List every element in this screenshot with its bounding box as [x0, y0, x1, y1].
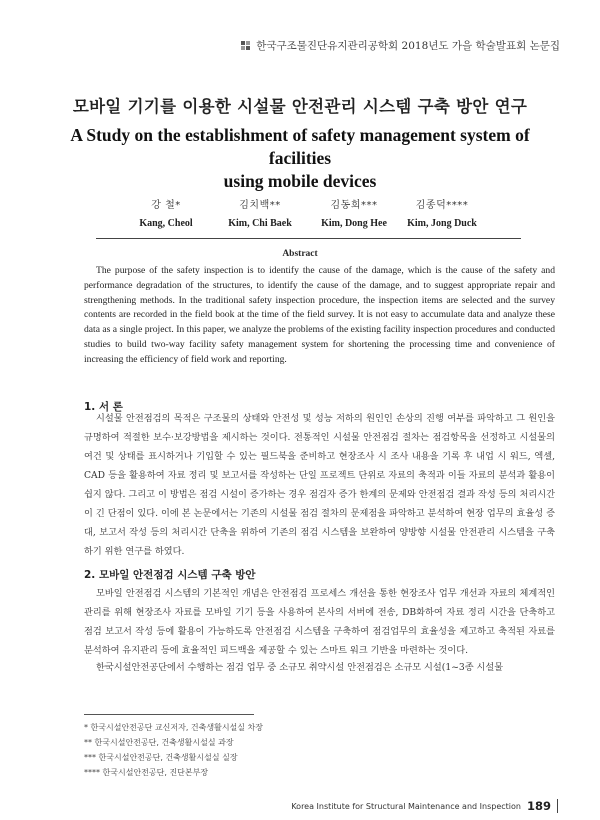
footnote: ** 한국시설안전공단, 건축생활시설실 과장	[84, 738, 234, 747]
author	[130, 197, 202, 233]
author-name-en: Kim, Chi Baek	[228, 218, 292, 229]
footnote: **** 한국시설안전공단, 진단본부장	[84, 768, 209, 777]
abstract-text: The purpose of the safety inspection is to identify the cause of the damage, which is the cause of the safety and performance degradation of the structures, to identify the cause of the damage, and to suggest appropriate repair and strengthening methods. In the traditional safety inspection procedure, the inspection items are selected and the survey contents are recorded in the field book at the time of the field survey. It is not easy to accumulate data and analyze these data as a single project. In this paper, we analyze the problems of the existing facility inspection procedures and conducted studies to build two-way facility safety management system for shortening the processing time and convenience of increasing the efficiency of field work and reporting.	[84, 265, 555, 365]
author-name-en: Kim, Dong Hee	[321, 218, 387, 229]
mobile-system-paragraph-2: 한국시설안전공단에서 수행하는 점검 업무 중 소규모 취약시설 안전점검은 소규모 시설(1~3종 시설물	[96, 662, 504, 673]
author-name-ko: 김종덕****	[415, 200, 469, 211]
introduction-paragraph: 시설물 안전점검의 목적은 구조물의 상태와 안전성 및 성능 저하의 원인인 손상의 진행 여부를 파악하고 그 원인을 규명하여 적절한 보수·보강방법을 제시하는 것이다. 전통적인 시설물 안전점검 절차는 점검항목을 선정하고 시설물의 여건 및 상태를 표시하거나 기입할 수 있는 필드북을 준비하고 현장조사 시 조사 내용을 기록 후 내업 시 워드, 엑셀, CAD 등을 활용하여 자료 정리 및 보고서를 작성하는 단일 프로젝트 단위로 자료의 축적과 이들 자료의 분석과 활용이 쉽지 않다. 그리고 이 방법은 점검 시설이 증가하는 경우 점검자 증가 한계의 문제와 안전점검 결과 작성 등의 처리시간이 긴 단점이 있다. 이에 본 논문에서는 기존의 시설물 점검 절차의 문제점을 파악하고 분석하여 현장 업무의 효율성 증대, 보고서 작성 등의 처리시간 단축을 위하여 기존의 점검 시스템을 보완하여 양방향 시설물 안전관리 시스템을 구축하기 위한 연구를 하였다.	[84, 413, 555, 557]
page-footer	[291, 799, 558, 813]
footnotes	[84, 720, 384, 780]
footnote: *** 한국시설안전공단, 건축생활시설실 실장	[84, 753, 238, 762]
author-name-ko: 강 철*	[151, 200, 181, 211]
title-english-line2: using mobile devices	[223, 171, 377, 191]
title-english-line1: A Study on the establishment of safety management system of facilities	[70, 125, 530, 168]
author	[218, 197, 302, 233]
title-english	[60, 124, 540, 193]
author-name-en: Kim, Jong Duck	[407, 218, 477, 229]
section-heading-mobile-system: 2. 모바일 안전점검 시스템 구축 방안	[84, 569, 256, 581]
author-name-en: Kang, Cheol	[139, 218, 193, 229]
title-korean: 모바일 기기를 이용한 시설물 안전관리 시스템 구축 방안 연구	[72, 97, 528, 116]
footnote-rule	[84, 714, 254, 715]
running-header	[240, 38, 560, 53]
footnote: * 한국시설안전공단 교신저자, 건축생활시설실 차장	[84, 723, 264, 732]
section-heading-introduction: 1. 서 론	[84, 401, 123, 413]
document-icon	[240, 40, 252, 52]
title-divider	[96, 238, 521, 239]
author	[398, 197, 486, 233]
header-text: 한국구조물진단유지관리공학회 2018년도 가을 학술발표회 논문집	[256, 40, 560, 52]
author-name-ko: 김치백**	[239, 200, 281, 211]
author-name-ko: 김동희***	[330, 200, 378, 211]
abstract-heading: Abstract	[282, 249, 318, 259]
page-number: 189	[526, 799, 551, 813]
mobile-system-paragraph-1: 모바일 안전점검 시스템의 기본적인 개념은 안전점검 프로세스 개선을 통한 현장조사 업무 개선과 자료의 체계적인 관리를 위해 현장조사 자료를 모바일 기기 등을 사용하여 본사의 서버에 전송, DB화하여 자료 정리 시간을 단축하고 점검 보고서 작성 등에 활용이 가능하도록 안전점검 시스템을 구축하여 점검업무의 효율성을 제고하고 축적된 자료를 분석하여 유지관리 등에 효율적인 피드백을 제공할 수 있는 스마트 워크 기반을 마련하는 것이다.	[84, 588, 555, 656]
author	[310, 197, 398, 233]
footer-divider	[557, 799, 558, 813]
footer-institute: Korea Institute for Structural Maintenance and Inspection	[291, 801, 521, 811]
